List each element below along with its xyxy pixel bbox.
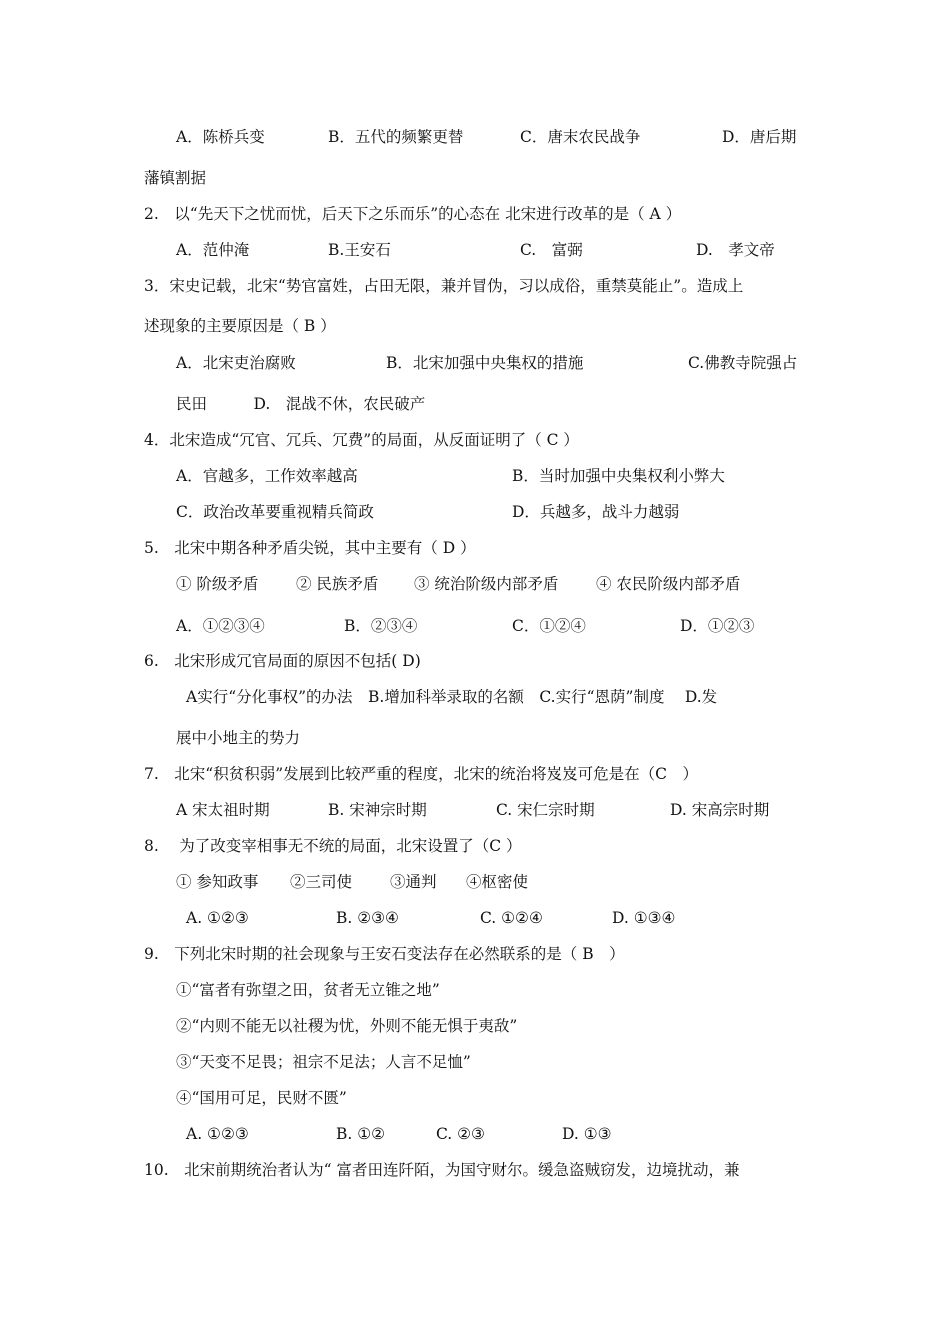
option-d: D. 宋高宗时期 [670,801,770,819]
option-d: D．兵越多，战斗力越弱 [512,503,680,521]
option-d: D. ①③ [562,1125,612,1143]
option-c: C. 宋仁宗时期 [496,801,595,819]
question-6: 6. 北宋形成冗官局面的原因不包括( D) [144,652,421,670]
option-d-continuation: 藩镇割据 [144,169,207,187]
option-a: A. ①②③ [186,1125,249,1143]
option-a: A 宋太祖时期 [176,801,270,819]
option-b: B．当时加强中央集权利小弊大 [512,467,725,485]
option-d: D．①②③ [680,617,755,635]
option-c-continuation: 民田 D. 混战不休，农民破产 [176,395,426,413]
option-c: C．政治改革要重视精兵简政 [176,503,374,521]
option-c: C.佛教寺院强占 [688,354,798,372]
option-b: B. 宋神宗时期 [328,801,427,819]
statement-3: ③通判 [390,873,437,891]
option-b: B．②③④ [344,617,418,635]
statement-3: ③“天变不足畏；祖宗不足法；人言不足恤” [176,1053,471,1071]
statement-4: ④“国用可足，民财不匮” [176,1089,347,1107]
option-a: A．官越多，工作效率越高 [176,467,358,485]
option-c: C. ②③ [436,1125,485,1143]
option-d: D. ①③④ [612,909,676,927]
option-d: D．唐后期 [722,128,797,146]
statement-2: ②三司使 [290,873,353,891]
question-6-options: A实行“分化事权”的办法 B.增加科举录取的名额 C.实行“恩荫”制度 D.发 [186,688,718,706]
question-4: 4．北宋造成“冗官、冗兵、冗费”的局面，从反面证明了（ C ） [144,431,579,449]
option-b: B. ②③④ [336,909,399,927]
question-10: 10. 北宋前期统治者认为“ 富者田连阡陌，为国守财尔。缓急盗贼窃发，边境扰动，兼 [144,1161,740,1179]
statement-1: ①“富者有弥望之田，贫者无立锥之地” [176,981,440,999]
statement-1: ① 阶级矛盾 [176,575,259,593]
question-3: 3．宋史记载，北宋“势官富姓，占田无限，兼并冒伪，习以成俗，重禁莫能止”。造成上 [144,277,744,295]
statement-4: ④枢密使 [466,873,529,891]
option-a: A．陈桥兵变 [176,128,265,146]
question-5: 5. 北宋中期各种矛盾尖锐，其中主要有（ D ） [144,539,476,557]
statement-3: ③ 统治阶级内部矛盾 [414,575,559,593]
option-c: C．唐末农民战争 [520,128,641,146]
option-b: B. ①② [336,1125,386,1143]
question-2: 2. 以“先天下之忧而忧，后天下之乐而乐”的心态在 北宋进行改革的是（ A ） [144,205,682,223]
question-9: 9. 下列北宋时期的社会现象与王安石变法存在必然联系的是（ B ） [144,945,625,963]
option-d: D. 孝文帝 [696,241,775,259]
statement-2: ② 民族矛盾 [296,575,379,593]
option-a: A．范仲淹 [176,241,250,259]
question-3-continuation: 述现象的主要原因是（ B ） [144,317,336,335]
question-8: 8. 为了改变宰相事无不统的局面，北宋设置了（C ） [144,837,522,855]
statement-2: ②“内则不能无以社稷为忧，外则不能无惧于夷敌” [176,1017,518,1035]
option-a: A. ①②③ [186,909,249,927]
statement-4: ④ 农民阶级内部矛盾 [596,575,741,593]
option-c: C. 富弼 [520,241,583,259]
option-b: B．五代的频繁更替 [328,128,464,146]
option-c: C. ①②④ [480,909,543,927]
option-d-continuation: 展中小地主的势力 [176,729,301,747]
option-a: A．北宋吏治腐败 [176,354,296,372]
statement-1: ① 参知政事 [176,873,259,891]
option-c: C．①②④ [512,617,586,635]
option-a: A．①②③④ [176,617,265,635]
option-b: B.王安石 [328,241,391,259]
option-b: B．北宋加强中央集权的措施 [386,354,584,372]
question-7: 7. 北宋“积贫积弱”发展到比较严重的程度，北宋的统治将岌岌可危是在（C ） [144,765,698,783]
